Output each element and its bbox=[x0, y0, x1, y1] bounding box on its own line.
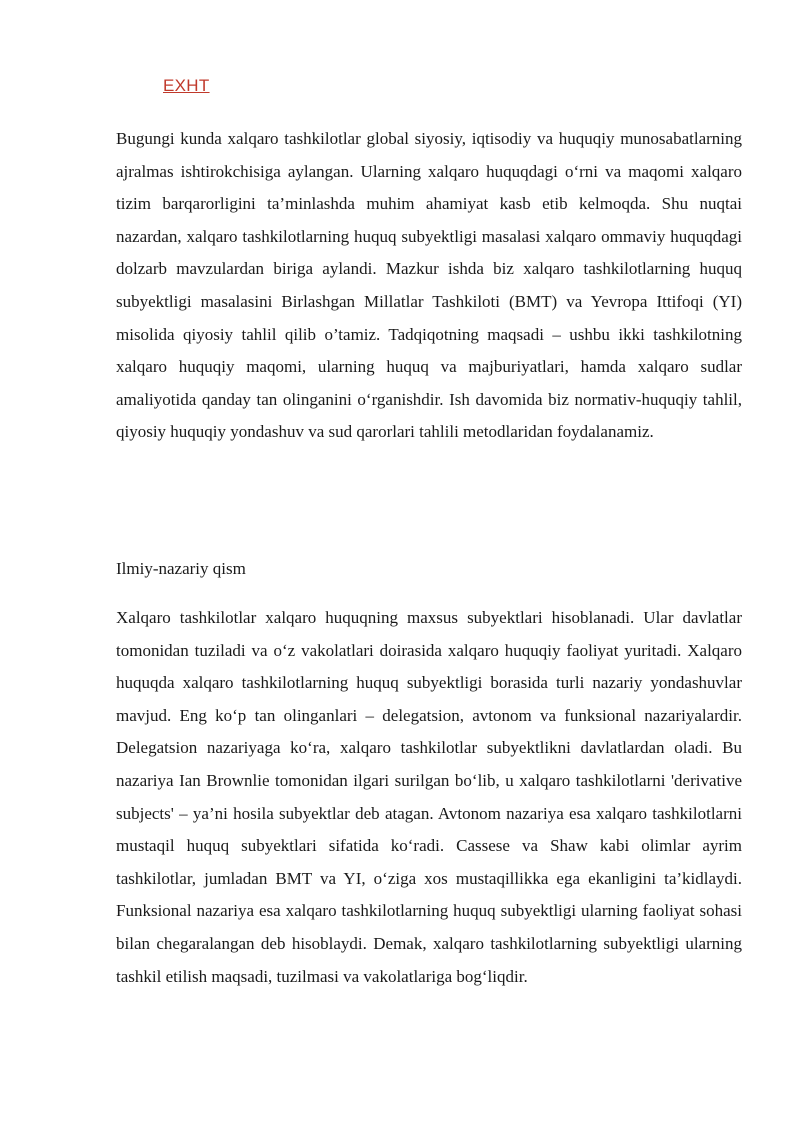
theory-paragraph: Xalqaro tashkilotlar xalqaro huquqning maxsus subyektlari hisoblanadi. Ular davlatlar tomonidan tuziladi va o‘z vakolatlari doirasida xalqaro huquqiy faoliyat yuritadi. Xalqaro huquqda xalqaro tashkilotlarning huquq subyektligi borasida turli nazariy yondashuvlar mavjud. Eng ko‘p tan olinganlari – delegatsion, avtonom va funksional nazariyalardir. Delegatsion nazariyaga ko‘ra, xalqaro tashkilotlar subyektlikni davlatlardan oladi. Bu nazariya Ian Brownlie tomonidan ilgari surilgan bo‘lib, u xalqaro tashkilotlarni 'derivative subjects' – ya’ni hosila subyektlar deb atagan. Avtonom nazariya esa xalqaro tashkilotlarni mustaqil huquq subyektlari sifatida ko‘radi. Cassese va Shaw kabi olimlar ayrim tashkilotlar, jumladan BMT va YI, o‘ziga xos mustaqillikka ega ekanligini ta’kidlaydi. Funksional nazariya esa xalqaro tashkilotlarning huquq subyektligi ularning faoliyat sohasi bilan chegaralangan deb hisoblaydi. Demak, xalqaro tashkilotlarning subyektligi ularning tashkil etilish maqsadi, tuzilmasi va vakolatlariga bog‘liqdir. bbox=[116, 608, 742, 986]
header-label: EXHT bbox=[163, 76, 210, 95]
section-heading: Ilmiy-nazariy qism bbox=[116, 559, 246, 578]
intro-paragraph: Bugungi kunda xalqaro tashkilotlar global siyosiy, iqtisodiy va huquqiy munosabatlarning ajralmas ishtirokchisiga aylangan. Ularning xalqaro huquqdagi o‘rni va maqomi xalqaro tizim barqarorligini ta’minlashda muhim ahamiyat kasb etib kelmoqda. Shu nuqtai nazardan, xalqaro tashkilotlarning huquq subyektligi masalasi xalqaro ommaviy huquqdagi dolzarb mavzulardan biriga aylandi. Mazkur ishda biz xalqaro tashkilotlarning huquq subyektligi masalasini Birlashgan Millatlar Tashkiloti (BMT) va Yevropa Ittifoqi (YI) misolida qiyosiy tahlil qilib o’tamiz. Tadqiqotning maqsadi – ushbu ikki tashkilotning xalqaro huquqiy maqomi, ularning huquq va majburiyatlari, hamda xalqaro sudlar amaliyotida qanday tan olinganini o‘rganishdir. Ish davomida biz normativ-huquqiy tahlil, qiyosiy huquqiy yondashuv va sud qarorlari tahlili metodlaridan foydalanamiz. bbox=[116, 129, 742, 442]
